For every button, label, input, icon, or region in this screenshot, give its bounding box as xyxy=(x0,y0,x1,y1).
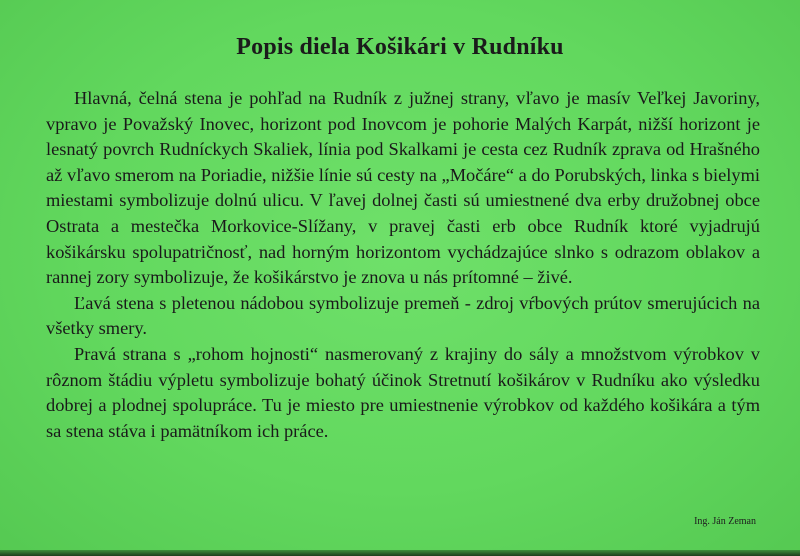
paragraph-right-wall: Pravá strana s „rohom hojnosti“ nasmerovaný z krajiny do sály a množstvom výrobkov v rôznom štádiu výpletu symbolizuje bohatý účinok Stretnutí košikárov v Rudníku ako výsledku dobrej a plodnej spolupráce. Tu je miesto pre umiestnenie výrobkov od každého košikára a tým sa stena stáva i pamätníkom ich práce. xyxy=(46,343,760,441)
author-signature: Ing. Ján Zeman xyxy=(694,516,756,527)
document-title: Popis diela Košikári v Rudníku xyxy=(236,34,564,60)
board-bottom-edge xyxy=(0,550,800,556)
paragraph-main-wall: Hlavná, čelná stena je pohľad na Rudník z južnej strany, vľavo je masív Veľkej Javoriny, vpravo je Považský Inovec, horizont pod Inovcom je pohorie Malých Karpát, nižší horizont je lesnatý povrch Rudníckych Skaliek, línia pod Skalkami je cesta cez Rudník zprava od Hrašného až vľavo smerom na Poriadie, nižšie línie sú cesty na „Močáre“ a do Porubských, linka s bielymi miestami symbolizuje dolnú ulicu. V ľavej dolnej časti sú umiestnené dva erby družobnej obce Ostrata a mestečka Morkovice-Slížany, v pravej časti erb obce Rudník ktoré vyjadrujú košikársku spolupatričnosť, nad horným horizontom vychádzajúce slnko s odrazom oblakov a rannej zory symbolizuje, že košikárstvo je znova u nás prítomné – živé. xyxy=(46,88,760,288)
paragraph-left-wall: Ľavá stena s pletenou nádobou symbolizuje premeň - zdroj vŕbových prútov smerujúcich na všetky smery. xyxy=(46,292,760,339)
document-body xyxy=(46,86,760,444)
